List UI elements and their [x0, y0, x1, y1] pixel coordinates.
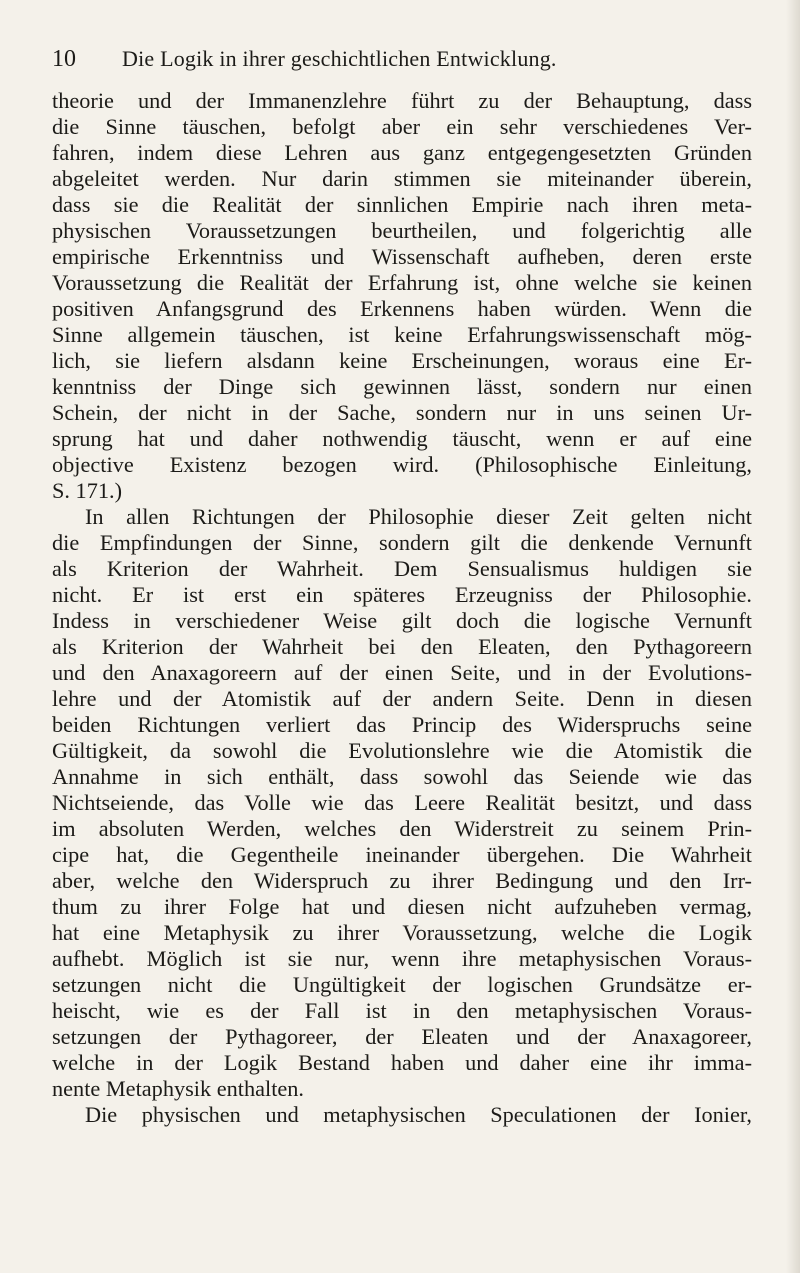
text-line: aber, welche den Widerspruch zu ihrer Bedingung und den Irr- [52, 868, 752, 893]
text-line: sprung hat und daher nothwendig täuscht, wenn er auf eine [52, 426, 752, 451]
text-line: positiven Anfangsgrund des Erkennens haben würden. Wenn die [52, 296, 752, 321]
text-line: thum zu ihrer Folge hat und diesen nicht aufzuheben vermag, [52, 894, 752, 919]
text-line: hat eine Metaphysik zu ihrer Voraussetzung, welche die Logik [52, 920, 752, 945]
text-line: aufhebt. Möglich ist sie nur, wenn ihre metaphysischen Voraus- [52, 946, 752, 971]
text-line: In allen Richtungen der Philosophie dieser Zeit gelten nicht [85, 504, 752, 529]
text-line: lehre und der Atomistik auf der andern Seite. Denn in diesen [52, 686, 752, 711]
text-line: als Kriterion der Wahrheit. Dem Sensualismus huldigen sie [52, 556, 752, 581]
text-line: heischt, wie es der Fall ist in den metaphysischen Voraus- [52, 998, 752, 1023]
page-edge-shadow [786, 0, 800, 1273]
text-line: S. 171.) [52, 478, 122, 503]
text-line: Gültigkeit, da sowohl die Evolutionslehre wie die Atomistik die [52, 738, 752, 763]
page-number: 10 [52, 46, 76, 72]
running-title: Die Logik in ihrer geschichtlichen Entwicklung. [122, 46, 557, 71]
text-line: Indess in verschiedener Weise gilt doch die logische Vernunft [52, 608, 752, 633]
text-line: fahren, indem diese Lehren aus ganz entgegengesetzten Gründen [52, 140, 752, 165]
text-line: lich, sie liefern alsdann keine Erscheinungen, woraus eine Er- [52, 348, 752, 373]
text-line: empirische Erkenntniss und Wissenschaft aufheben, deren erste [52, 244, 752, 269]
text-line: Sinne allgemein täuschen, ist keine Erfahrungswissenschaft mög- [52, 322, 752, 347]
text-line: physischen Voraussetzungen beurtheilen, und folgerichtig alle [52, 218, 752, 243]
text-line: theorie und der Immanenzlehre führt zu der Behauptung, dass [52, 88, 752, 113]
text-line: als Kriterion der Wahrheit bei den Eleaten, den Pythagoreern [52, 634, 752, 659]
text-line: Nichtseiende, das Volle wie das Leere Realität besitzt, und dass [52, 790, 752, 815]
text-line: setzungen nicht die Ungültigkeit der logischen Grundsätze er- [52, 972, 752, 997]
book-page [52, 46, 752, 1128]
text-line: objective Existenz bezogen wird. (Philosophische Einleitung, [52, 452, 752, 477]
text-line: cipe hat, die Gegentheile ineinander übergehen. Die Wahrheit [52, 842, 752, 867]
text-line: Die physischen und metaphysischen Speculationen der Ionier, [85, 1102, 752, 1127]
text-line: kenntniss der Dinge sich gewinnen lässt, sondern nur einen [52, 374, 752, 399]
text-line: im absoluten Werden, welches den Widerstreit zu seinem Prin- [52, 816, 752, 841]
text-line: nente Metaphysik enthalten. [52, 1076, 305, 1101]
text-line: die Sinne täuschen, befolgt aber ein sehr verschiedenes Ver- [52, 114, 752, 139]
running-header [52, 46, 752, 86]
text-line: dass sie die Realität der sinnlichen Empirie nach ihren meta- [52, 192, 752, 217]
text-line: abgeleitet werden. Nur darin stimmen sie miteinander überein, [52, 166, 752, 191]
text-line: und den Anaxagoreern auf der einen Seite, und in der Evolutions- [52, 660, 752, 685]
text-line: Voraussetzung die Realität der Erfahrung ist, ohne welche sie keinen [52, 270, 752, 295]
text-line: die Empfindungen der Sinne, sondern gilt die denkende Vernunft [52, 530, 752, 555]
body-text [52, 88, 752, 1128]
text-line: nicht. Er ist erst ein späteres Erzeugniss der Philosophie. [52, 582, 752, 607]
text-line: welche in der Logik Bestand haben und daher eine ihr imma- [52, 1050, 752, 1075]
text-line: setzungen der Pythagoreer, der Eleaten und der Anaxagoreer, [52, 1024, 752, 1049]
text-line: Schein, der nicht in der Sache, sondern nur in uns seinen Ur- [52, 400, 752, 425]
text-line: beiden Richtungen verliert das Princip des Widerspruchs seine [52, 712, 752, 737]
text-line: Annahme in sich enthält, dass sowohl das Seiende wie das [52, 764, 752, 789]
